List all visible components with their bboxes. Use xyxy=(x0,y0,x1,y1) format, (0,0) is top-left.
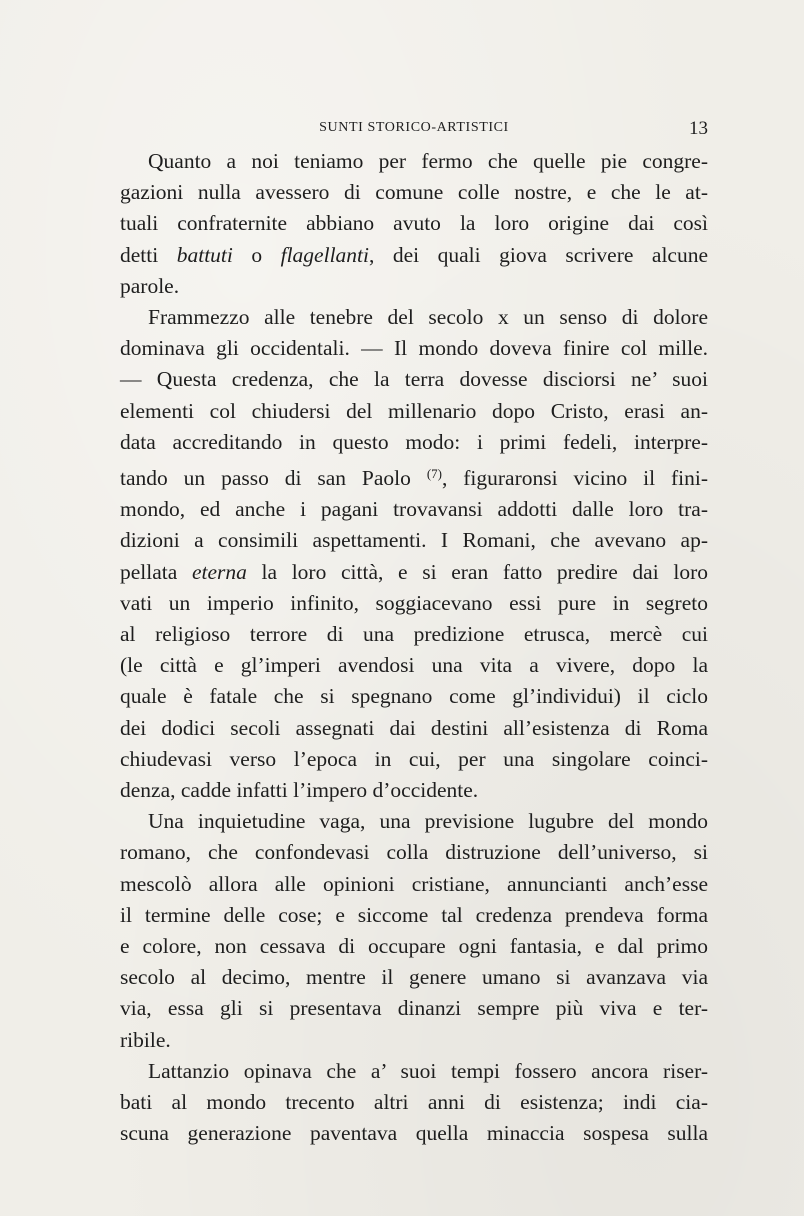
text-line xyxy=(120,494,708,525)
text-run: romano, che confondevasi colla distruzione dell’universo, si xyxy=(120,840,708,865)
text-run: o xyxy=(232,242,281,267)
text-line xyxy=(120,1025,708,1056)
italic-term: battuti xyxy=(176,242,233,267)
paragraph xyxy=(120,146,708,302)
text-run: , dei quali giova scrivere alcune xyxy=(369,242,708,267)
text-run: dizioni a consimili aspettamenti. I Romani, che avevano ap- xyxy=(120,528,708,553)
text-line xyxy=(120,775,708,806)
text-run: gazioni nulla avessero di comune colle nostre, e che le at- xyxy=(120,180,708,205)
text-run: — Questa credenza, che la terra dovesse disciorsi ne’ suoi xyxy=(120,367,708,392)
text-run: il termine delle cose; e siccome tal credenza prendeva forma xyxy=(120,902,708,927)
text-run: quale è fatale che si spegnano come gl’individui) il ciclo xyxy=(120,684,708,709)
text-run: mescolò allora alle opinioni cristiane, annuncianti anch’esse xyxy=(120,871,708,896)
text-run: denza, cadde infatti l’impero d’occidente. xyxy=(120,778,479,803)
text-run: (le città e gl’imperi avendosi una vita a vivere, dopo la xyxy=(120,653,708,678)
text-run: vati un imperio infinito, soggiacevano essi pure in segreto xyxy=(120,590,708,615)
text-line xyxy=(120,396,708,427)
text-run: Frammezzo alle tenebre del secolo x un senso di dolore xyxy=(148,305,708,330)
text-line xyxy=(120,650,708,681)
text-line xyxy=(120,962,708,993)
text-line xyxy=(120,681,708,712)
text-run: la loro città, e si eran fatto predire dai loro xyxy=(246,559,708,584)
paragraph xyxy=(120,1056,708,1150)
text-run: parole. xyxy=(120,273,180,298)
text-line xyxy=(120,208,708,239)
body-text xyxy=(120,146,708,1150)
text-line xyxy=(120,177,708,208)
text-line xyxy=(120,146,708,177)
text-line xyxy=(120,458,708,494)
text-line xyxy=(120,240,708,271)
text-line xyxy=(120,1087,708,1118)
text-line xyxy=(120,302,708,333)
page-number: 13 xyxy=(689,118,708,139)
text-line xyxy=(120,557,708,588)
text-run: data accreditando in questo modo: i primi fedeli, interpre- xyxy=(120,429,708,454)
text-run: tuali confraternite abbiano avuto la loro origine dai così xyxy=(120,211,708,236)
text-run: pellata xyxy=(120,559,192,584)
text-line xyxy=(120,333,708,364)
text-line xyxy=(120,427,708,458)
text-run: secolo al decimo, mentre il genere umano si avanzava via xyxy=(120,965,708,990)
text-run: Una inquietudine vaga, una previsione lugubre del mondo xyxy=(148,809,708,834)
paragraph xyxy=(120,806,708,1056)
text-run: tando un passo di san Paolo xyxy=(120,466,427,491)
text-run: , figuraronsi vicino il fini- xyxy=(441,466,708,491)
text-line xyxy=(120,588,708,619)
text-run: dominava gli occidentali. — Il mondo doveva finire col mille. xyxy=(120,336,708,361)
text-line xyxy=(120,900,708,931)
text-run: Quanto a noi teniamo per fermo che quelle pie congre- xyxy=(148,149,708,173)
text-run: scuna generazione paventava quella minaccia sospesa sulla xyxy=(120,1121,708,1146)
text-line xyxy=(120,1056,708,1087)
text-line xyxy=(120,744,708,775)
running-head xyxy=(120,120,708,142)
italic-term: eterna xyxy=(191,559,247,584)
paragraph xyxy=(120,302,708,806)
footnote-ref: (7) xyxy=(426,466,442,482)
text-run: via, essa gli si presentava dinanzi sempre più viva e ter- xyxy=(120,996,708,1021)
text-run: Lattanzio opinava che a’ suoi tempi fossero ancora riser- xyxy=(148,1058,708,1083)
text-line xyxy=(120,1118,708,1149)
text-run: ribile. xyxy=(120,1027,171,1052)
text-line xyxy=(120,525,708,556)
text-line xyxy=(120,271,708,302)
text-line xyxy=(120,993,708,1024)
text-line xyxy=(120,931,708,962)
text-run: mondo, ed anche i pagani trovavansi addotti dalle loro tra- xyxy=(120,497,708,522)
italic-term: flagellanti xyxy=(280,242,369,267)
text-line xyxy=(120,869,708,900)
running-title: SUNTI STORICO-ARTISTICI xyxy=(319,120,509,135)
text-line xyxy=(120,619,708,650)
text-run: al religioso terrore di una predizione etrusca, mercè cui xyxy=(120,622,708,647)
text-run: dei dodici secoli assegnati dai destini all’esistenza di Roma xyxy=(120,715,708,740)
text-run: chiudevasi verso l’epoca in cui, per una singolare coinci- xyxy=(120,746,708,771)
text-line xyxy=(120,364,708,395)
text-run: detti xyxy=(120,242,177,267)
text-line xyxy=(120,713,708,744)
text-run: e colore, non cessava di occupare ogni fantasia, e dal primo xyxy=(120,934,708,959)
text-line xyxy=(120,806,708,837)
text-line xyxy=(120,837,708,868)
text-run: bati al mondo trecento altri anni di esistenza; indi cia- xyxy=(120,1090,708,1115)
text-run: elementi col chiudersi del millenario dopo Cristo, erasi an- xyxy=(120,398,708,423)
